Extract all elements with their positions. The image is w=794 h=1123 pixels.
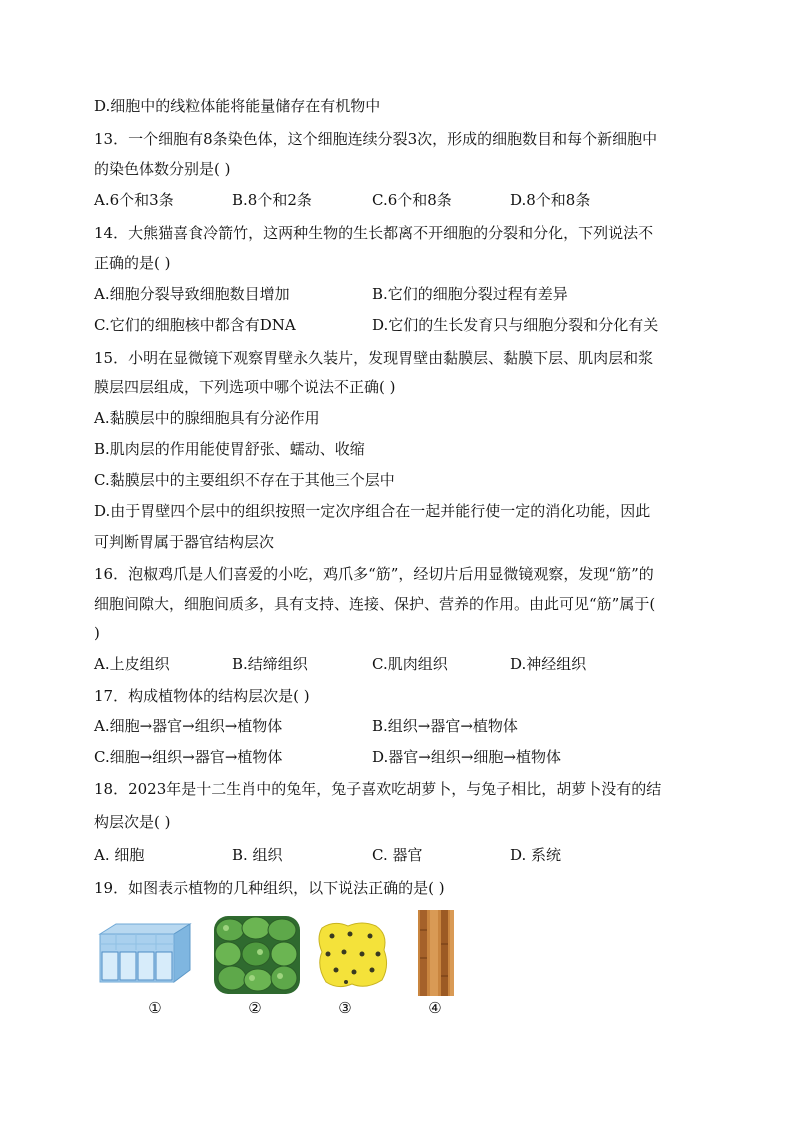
q12-option-d: D.细胞中的线粒体能将能量储存在有机物中 <box>94 97 381 115</box>
q19-stem: 19．如图表示植物的几种组织，以下说法正确的是( ) <box>94 879 445 897</box>
q13-option-a: A.6个和3条 <box>94 191 174 209</box>
q18-stem-line2: 构层次是( ) <box>94 813 171 831</box>
q15-stem-line1: 15．小明在显微镜下观察胃壁永久装片，发现胃壁由黏膜层、黏膜下层、肌肉层和浆 <box>94 349 654 367</box>
figure-caption-3: ③ <box>338 999 352 1017</box>
q17-option-c: C.细胞→组织→器官→植物体 <box>94 748 283 766</box>
nutritive-tissue-figure <box>212 914 302 996</box>
q13-option-b: B.8个和2条 <box>232 191 312 209</box>
q14-stem-line1: 14．大熊猫喜食冷箭竹，这两种生物的生长都离不开细胞的分裂和分化，下列说法不 <box>94 224 654 242</box>
meristem-tissue-figure <box>316 920 390 990</box>
figure-caption-4: ④ <box>428 999 442 1017</box>
q18-option-d: D. 系统 <box>510 846 562 864</box>
q16-option-c: C.肌肉组织 <box>372 655 448 673</box>
q17-option-d: D.器官→组织→细胞→植物体 <box>372 748 561 766</box>
q14-option-c: C.它们的细胞核中都含有DNA <box>94 316 296 334</box>
conducting-tissue-figure <box>416 910 456 996</box>
protective-tissue-figure <box>96 922 192 988</box>
q16-stem-line1: 16．泡椒鸡爪是人们喜爱的小吃，鸡爪多“筋”，经切片后用显微镜观察，发现“筋”的 <box>94 565 654 583</box>
q13-stem-line1: 13．一个细胞有8条染色体，这个细胞连续分裂3次，形成的细胞数目和每个新细胞中 <box>94 130 658 148</box>
q16-option-b: B.结缔组织 <box>232 655 308 673</box>
q15-option-a: A.黏膜层中的腺细胞具有分泌作用 <box>94 409 320 427</box>
q15-option-d-line1: D.由于胃壁四个层中的组织按照一定次序组合在一起并能行使一定的消化功能，因此 <box>94 502 651 520</box>
q17-option-b: B.组织→器官→植物体 <box>372 717 518 735</box>
q14-option-a: A.细胞分裂导致细胞数目增加 <box>94 285 290 303</box>
q18-option-c: C. 器官 <box>372 846 423 864</box>
q15-option-c: C.黏膜层中的主要组织不存在于其他三个层中 <box>94 471 395 489</box>
q17-stem: 17．构成植物体的结构层次是( ) <box>94 687 310 705</box>
q15-option-d-line2: 可判断胃属于器官结构层次 <box>94 533 275 551</box>
q16-option-a: A.上皮组织 <box>94 655 170 673</box>
q15-option-b: B.肌肉层的作用能使胃舒张、蠕动、收缩 <box>94 440 365 458</box>
figure-caption-1: ① <box>148 999 162 1017</box>
figure-caption-2: ② <box>248 999 262 1017</box>
q14-stem-line2: 正确的是( ) <box>94 254 171 272</box>
q14-option-b: B.它们的细胞分裂过程有差异 <box>372 285 568 303</box>
q16-stem-line3: ) <box>94 624 100 642</box>
q13-option-d: D.8个和8条 <box>510 191 591 209</box>
q18-option-a: A. 细胞 <box>94 846 145 864</box>
q16-stem-line2: 细胞间隙大，细胞间质多，具有支持、连接、保护、营养的作用。由此可见“筋”属于( <box>94 595 656 613</box>
q13-stem-line2: 的染色体数分别是( ) <box>94 160 231 178</box>
q16-option-d: D.神经组织 <box>510 655 587 673</box>
q13-option-c: C.6个和8条 <box>372 191 452 209</box>
q17-option-a: A.细胞→器官→组织→植物体 <box>94 717 283 735</box>
q18-option-b: B. 组织 <box>232 846 283 864</box>
q14-option-d: D.它们的生长发育只与细胞分裂和分化有关 <box>372 316 659 334</box>
q18-stem-line1: 18．2023年是十二生肖中的兔年，兔子喜欢吃胡萝卜，与兔子相比，胡萝卜没有的结 <box>94 780 662 798</box>
q15-stem-line2: 膜层四层组成，下列选项中哪个说法不正确( ) <box>94 378 396 396</box>
